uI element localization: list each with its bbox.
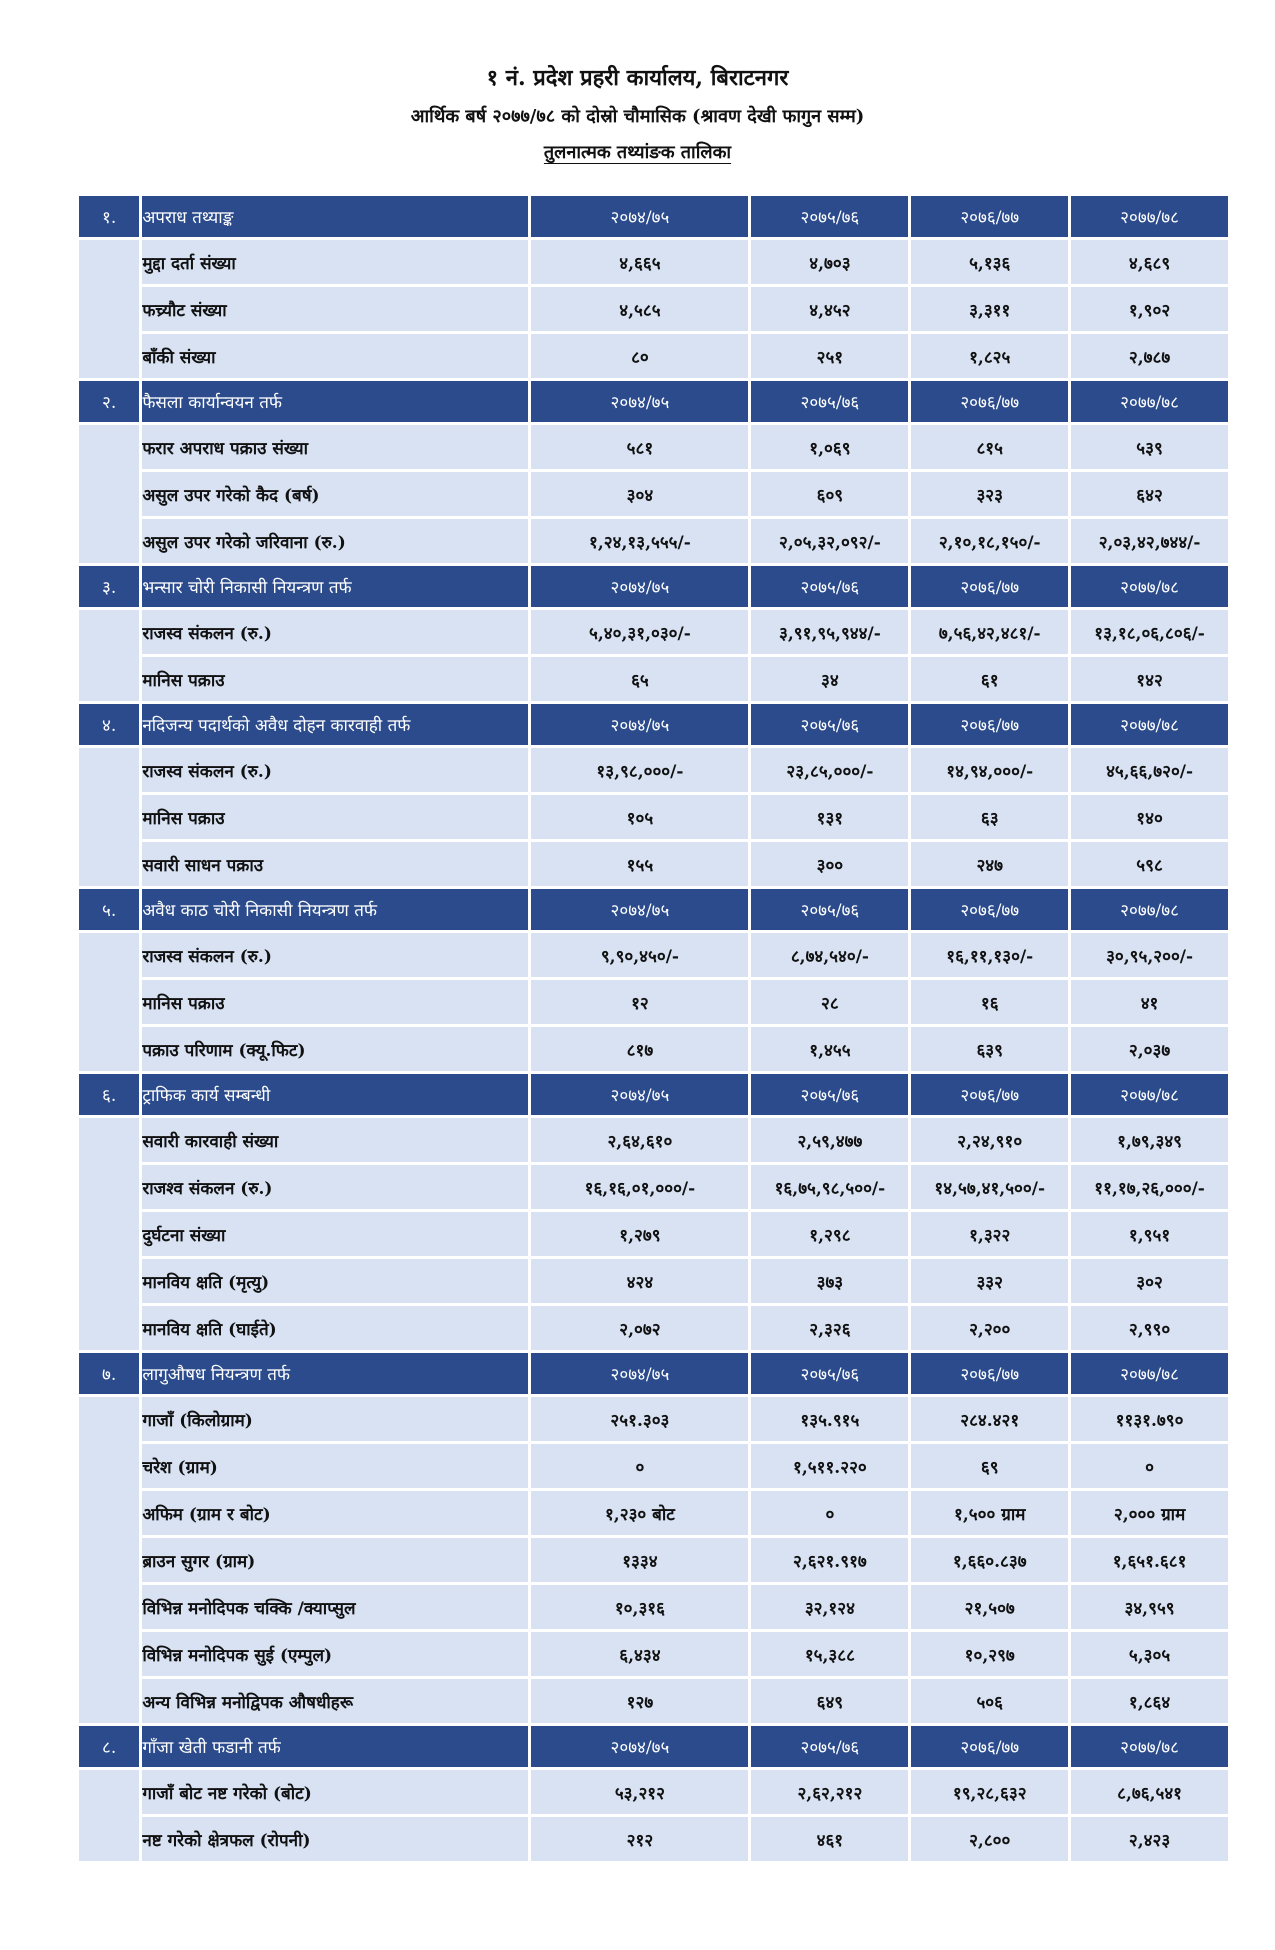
year-header: २०७६/७७ — [911, 381, 1068, 422]
row-label: मानविय क्षति (घाईते) — [142, 1306, 528, 1350]
cell-value: ३०२ — [1071, 1259, 1228, 1303]
row-label: मानिस पक्राउ — [142, 657, 528, 701]
cell-value: ४६१ — [751, 1817, 908, 1861]
cell-value: ४,६६५ — [531, 240, 748, 284]
section-header-row — [79, 1353, 1228, 1394]
row-label: फरार अपराध पक्राउ संख्या — [142, 425, 528, 469]
section-header-row — [79, 196, 1228, 237]
year-header: २०७६/७७ — [911, 704, 1068, 745]
section-header-row — [79, 1726, 1228, 1767]
table-row — [79, 1585, 1228, 1629]
year-header: २०७५/७६ — [751, 381, 908, 422]
cell-value: १६ — [911, 980, 1068, 1024]
year-header: २०७५/७६ — [751, 1353, 908, 1394]
cell-value: १,९५१ — [1071, 1212, 1228, 1256]
row-label: मानिस पक्राउ — [142, 795, 528, 839]
cell-value: ८१५ — [911, 425, 1068, 469]
table-row — [79, 1118, 1228, 1162]
cell-value: ४२४ — [531, 1259, 748, 1303]
year-header: २०७५/७६ — [751, 1726, 908, 1767]
cell-value: १०,३१६ — [531, 1585, 748, 1629]
cell-value: १,६६०.८३७ — [911, 1538, 1068, 1582]
cell-value: १,०६९ — [751, 425, 908, 469]
row-label: अन्य विभिन्न मनोद्विपक औषधीहरू — [142, 1679, 528, 1723]
cell-value: १,७९,३४९ — [1071, 1118, 1228, 1162]
year-header: २०७४/७५ — [531, 704, 748, 745]
cell-value: १३५.९१५ — [751, 1397, 908, 1441]
year-header: २०७५/७६ — [751, 566, 908, 607]
table-body — [79, 196, 1228, 1861]
cell-value: ९,९०,४५०/- — [531, 933, 748, 977]
cell-value: ६१ — [911, 657, 1068, 701]
row-label: मानिस पक्राउ — [142, 980, 528, 1024]
table-row — [79, 795, 1228, 839]
cell-value: १६,७५,९८,५००/- — [751, 1165, 908, 1209]
row-label: नष्ट गरेको क्षेत्रफल (रोपनी) — [142, 1817, 528, 1861]
cell-value: ३३२ — [911, 1259, 1068, 1303]
table-row — [79, 1027, 1228, 1071]
section-title: ट्राफिक कार्य सम्बन्धी — [142, 1074, 528, 1115]
cell-value: २३,८५,०००/- — [751, 748, 908, 792]
cell-value: ४५,६६,७२०/- — [1071, 748, 1228, 792]
cell-value: १५,३८८ — [751, 1632, 908, 1676]
table-row — [79, 980, 1228, 1024]
cell-value: २५१ — [751, 334, 908, 378]
section-header-row — [79, 704, 1228, 745]
section-number: ५. — [79, 889, 139, 930]
cell-value: १६,१६,०१,०००/- — [531, 1165, 748, 1209]
section-title: लागुऔषध नियन्त्रण तर्फ — [142, 1353, 528, 1394]
year-header: २०७४/७५ — [531, 1074, 748, 1115]
table-row — [79, 425, 1228, 469]
year-header: २०७४/७५ — [531, 566, 748, 607]
section-number: ६. — [79, 1074, 139, 1115]
cell-value: ० — [1071, 1444, 1228, 1488]
cell-value: ३४ — [751, 657, 908, 701]
cell-value: ३२,१२४ — [751, 1585, 908, 1629]
cell-value: २५१.३०३ — [531, 1397, 748, 1441]
section-number-spacer — [79, 240, 139, 378]
cell-value: २१२ — [531, 1817, 748, 1861]
table-row — [79, 1444, 1228, 1488]
cell-value: १३,९८,०००/- — [531, 748, 748, 792]
cell-value: २,५९,४७७ — [751, 1118, 908, 1162]
cell-value: ४१ — [1071, 980, 1228, 1024]
office-title: १ नं. प्रदेश प्रहरी कार्यालय, बिराटनगर — [486, 65, 789, 91]
cell-value: ५०६ — [911, 1679, 1068, 1723]
cell-value: ३४,९५९ — [1071, 1585, 1228, 1629]
table-row — [79, 748, 1228, 792]
cell-value: ६३९ — [911, 1027, 1068, 1071]
table-row — [79, 1632, 1228, 1676]
cell-value: १,५०० ग्राम — [911, 1491, 1068, 1535]
cell-value: २,८०० — [911, 1817, 1068, 1861]
year-header: २०७६/७७ — [911, 1726, 1068, 1767]
row-label: चरेश (ग्राम) — [142, 1444, 528, 1488]
cell-value: ११,१७,२६,०००/- — [1071, 1165, 1228, 1209]
cell-value: १२७ — [531, 1679, 748, 1723]
row-label: राजश्व संकलन (रु.) — [142, 1165, 528, 1209]
year-header: २०७५/७६ — [751, 1074, 908, 1115]
cell-value: २,६२,२१२ — [751, 1770, 908, 1814]
cell-value: १९,२८,६३२ — [911, 1770, 1068, 1814]
year-header: २०७४/७५ — [531, 196, 748, 237]
cell-value: २,०५,३२,०९२/- — [751, 519, 908, 563]
cell-value: २१,५०७ — [911, 1585, 1068, 1629]
table-row — [79, 287, 1228, 331]
cell-value: ६९ — [911, 1444, 1068, 1488]
row-label: गाजाँ (किलोग्राम) — [142, 1397, 528, 1441]
row-label: असुल उपर गरेको जरिवाना (रु.) — [142, 519, 528, 563]
section-title: नदिजन्य पदार्थको अवैध दोहन कारवाही तर्फ — [142, 704, 528, 745]
cell-value: ८० — [531, 334, 748, 378]
section-number-spacer — [79, 1118, 139, 1350]
cell-value: ५,१३६ — [911, 240, 1068, 284]
row-label: विभिन्न मनोदिपक सुई (एम्पुल) — [142, 1632, 528, 1676]
cell-value: २८ — [751, 980, 908, 1024]
cell-value: ६५ — [531, 657, 748, 701]
cell-value: ० — [531, 1444, 748, 1488]
cell-value: १,४५५ — [751, 1027, 908, 1071]
cell-value: १,२४,१३,५५५/- — [531, 519, 748, 563]
cell-value: १,२३० बोट — [531, 1491, 748, 1535]
section-header-row — [79, 1074, 1228, 1115]
section-number-spacer — [79, 610, 139, 701]
year-header: २०७४/७५ — [531, 889, 748, 930]
cell-value: ४,६८९ — [1071, 240, 1228, 284]
row-label: बाँकी संख्या — [142, 334, 528, 378]
cell-value: ५८१ — [531, 425, 748, 469]
cell-value: ६,४३४ — [531, 1632, 748, 1676]
cell-value: २,२४,९१० — [911, 1118, 1068, 1162]
cell-value: ५,४०,३१,०३०/- — [531, 610, 748, 654]
year-header: २०७६/७७ — [911, 566, 1068, 607]
cell-value: ३७३ — [751, 1259, 908, 1303]
cell-value: ६४२ — [1071, 472, 1228, 516]
cell-value: १,८६४ — [1071, 1679, 1228, 1723]
row-label: गाजाँ बोट नष्ट गरेको (बोट) — [142, 1770, 528, 1814]
table-row — [79, 1212, 1228, 1256]
table-row — [79, 472, 1228, 516]
section-title: अपराध तथ्याङ्क — [142, 196, 528, 237]
cell-value: १,२७९ — [531, 1212, 748, 1256]
year-header: २०७७/७८ — [1071, 381, 1228, 422]
year-header: २०७४/७५ — [531, 1353, 748, 1394]
row-label: राजस्व संकलन (रु.) — [142, 748, 528, 792]
year-header: २०७६/७७ — [911, 1074, 1068, 1115]
cell-value: ७,५६,४२,४८१/- — [911, 610, 1068, 654]
section-number: ८. — [79, 1726, 139, 1767]
row-label: राजस्व संकलन (रु.) — [142, 933, 528, 977]
cell-value: ४,७०३ — [751, 240, 908, 284]
cell-value: ८१७ — [531, 1027, 748, 1071]
cell-value: २८४.४२१ — [911, 1397, 1068, 1441]
table-row — [79, 334, 1228, 378]
year-header: २०७५/७६ — [751, 889, 908, 930]
row-label: असुल उपर गरेको कैद (बर्ष) — [142, 472, 528, 516]
row-label: राजस्व संकलन (रु.) — [142, 610, 528, 654]
cell-value: १,२९८ — [751, 1212, 908, 1256]
cell-value: २,६२१.९१७ — [751, 1538, 908, 1582]
cell-value: २,९९० — [1071, 1306, 1228, 1350]
cell-value: २,६४,६१० — [531, 1118, 748, 1162]
year-header: २०७७/७८ — [1071, 566, 1228, 607]
table-row — [79, 1817, 1228, 1861]
cell-value: १३३४ — [531, 1538, 748, 1582]
cell-value: १,३२२ — [911, 1212, 1068, 1256]
table-row — [79, 1259, 1228, 1303]
cell-value: १३१ — [751, 795, 908, 839]
section-number: १. — [79, 196, 139, 237]
cell-value: २,२०० — [911, 1306, 1068, 1350]
section-number-spacer — [79, 1397, 139, 1723]
row-label: सवारी कारवाही संख्या — [142, 1118, 528, 1162]
table-row — [79, 657, 1228, 701]
section-number-spacer — [79, 425, 139, 563]
cell-value: ८,७४,५४०/- — [751, 933, 908, 977]
cell-value: २,३२६ — [751, 1306, 908, 1350]
year-header: २०७७/७८ — [1071, 1726, 1228, 1767]
row-label: दुर्घटना संख्या — [142, 1212, 528, 1256]
section-title: भन्सार चोरी निकासी नियन्त्रण तर्फ — [142, 566, 528, 607]
table-row — [79, 240, 1228, 284]
comparative-stats-table — [76, 193, 1231, 1864]
section-number-spacer — [79, 1770, 139, 1861]
row-label: मानविय क्षति (मृत्यु) — [142, 1259, 528, 1303]
year-header: २०७७/७८ — [1071, 1074, 1228, 1115]
table-row — [79, 1770, 1228, 1814]
cell-value: ६४९ — [751, 1679, 908, 1723]
year-header: २०७७/७८ — [1071, 704, 1228, 745]
cell-value: ५३९ — [1071, 425, 1228, 469]
section-title: गाँजा खेती फडानी तर्फ — [142, 1726, 528, 1767]
table-row — [79, 1397, 1228, 1441]
cell-value: ११३१.७९० — [1071, 1397, 1228, 1441]
cell-value: ३०० — [751, 842, 908, 886]
cell-value: २,०७२ — [531, 1306, 748, 1350]
row-label: मुद्दा दर्ता संख्या — [142, 240, 528, 284]
year-header: २०७५/७६ — [751, 704, 908, 745]
cell-value: ८,७६,५४१ — [1071, 1770, 1228, 1814]
table-row — [79, 1165, 1228, 1209]
year-header: २०७६/७७ — [911, 889, 1068, 930]
year-header: २०७५/७६ — [751, 196, 908, 237]
table-row — [79, 1538, 1228, 1582]
row-label: फच्र्यौट संख्या — [142, 287, 528, 331]
cell-value: ३०४ — [531, 472, 748, 516]
cell-value: २,१०,१८,१५०/- — [911, 519, 1068, 563]
cell-value: २४७ — [911, 842, 1068, 886]
cell-value: १,८२५ — [911, 334, 1068, 378]
section-number: ३. — [79, 566, 139, 607]
cell-value: ५९८ — [1071, 842, 1228, 886]
table-row — [79, 1306, 1228, 1350]
row-label: ब्राउन सुगर (ग्राम) — [142, 1538, 528, 1582]
cell-value: ६०९ — [751, 472, 908, 516]
year-header: २०७६/७७ — [911, 196, 1068, 237]
section-number-spacer — [79, 933, 139, 1071]
cell-value: २,००० ग्राम — [1071, 1491, 1228, 1535]
cell-value: ६३ — [911, 795, 1068, 839]
table-row — [79, 842, 1228, 886]
year-header: २०७७/७८ — [1071, 889, 1228, 930]
table-row — [79, 519, 1228, 563]
section-title: फैसला कार्यान्वयन तर्फ — [142, 381, 528, 422]
year-header: २०७६/७७ — [911, 1353, 1068, 1394]
cell-value: १०,२९७ — [911, 1632, 1068, 1676]
cell-value: १४,५७,४१,५००/- — [911, 1165, 1068, 1209]
year-header: २०७४/७५ — [531, 1726, 748, 1767]
cell-value: ५३,२१२ — [531, 1770, 748, 1814]
table-subtitle: तुलनात्मक तथ्यांङक तालिका — [543, 142, 732, 163]
row-label: सवारी साधन पक्राउ — [142, 842, 528, 886]
table-row — [79, 1491, 1228, 1535]
cell-value: १३,१८,०६,८०६/- — [1071, 610, 1228, 654]
section-number-spacer — [79, 748, 139, 886]
table-row — [79, 610, 1228, 654]
cell-value: १५५ — [531, 842, 748, 886]
cell-value: १२ — [531, 980, 748, 1024]
row-label: अफिम (ग्राम र बोट) — [142, 1491, 528, 1535]
cell-value: १,६५१.६८१ — [1071, 1538, 1228, 1582]
section-header-row — [79, 381, 1228, 422]
cell-value: १,५११.२२० — [751, 1444, 908, 1488]
year-header: २०७७/७८ — [1071, 196, 1228, 237]
cell-value: ३२३ — [911, 472, 1068, 516]
cell-value: २,४२३ — [1071, 1817, 1228, 1861]
section-number: ४. — [79, 704, 139, 745]
section-number: ७. — [79, 1353, 139, 1394]
period-title: आर्थिक बर्ष २०७७/७८ को दोस्रो चौमासिक (श्रावण देखी फागुन सम्म) — [410, 106, 865, 127]
cell-value: ३०,९५,२००/- — [1071, 933, 1228, 977]
cell-value: ४,४५२ — [751, 287, 908, 331]
cell-value: ३,३११ — [911, 287, 1068, 331]
cell-value: १४२ — [1071, 657, 1228, 701]
cell-value: ० — [751, 1491, 908, 1535]
cell-value: ५,३०५ — [1071, 1632, 1228, 1676]
table-row — [79, 1679, 1228, 1723]
section-title: अवैध काठ चोरी निकासी नियन्त्रण तर्फ — [142, 889, 528, 930]
cell-value: १,९०२ — [1071, 287, 1228, 331]
year-header: २०७४/७५ — [531, 381, 748, 422]
cell-value: ३,९१,९५,९४४/- — [751, 610, 908, 654]
year-header: २०७७/७८ — [1071, 1353, 1228, 1394]
cell-value: १०५ — [531, 795, 748, 839]
cell-value: १४,९४,०००/- — [911, 748, 1068, 792]
section-number: २. — [79, 381, 139, 422]
table-row — [79, 933, 1228, 977]
cell-value: २,०३७ — [1071, 1027, 1228, 1071]
section-header-row — [79, 889, 1228, 930]
cell-value: ४,५८५ — [531, 287, 748, 331]
cell-value: १६,११,१३०/- — [911, 933, 1068, 977]
cell-value: २,७८७ — [1071, 334, 1228, 378]
cell-value: २,०३,४२,७४४/- — [1071, 519, 1228, 563]
row-label: पक्राउ परिणाम (क्यू.फिट) — [142, 1027, 528, 1071]
section-header-row — [79, 566, 1228, 607]
row-label: विभिन्न मनोदिपक चक्कि /क्याप्सुल — [142, 1585, 528, 1629]
cell-value: १४० — [1071, 795, 1228, 839]
